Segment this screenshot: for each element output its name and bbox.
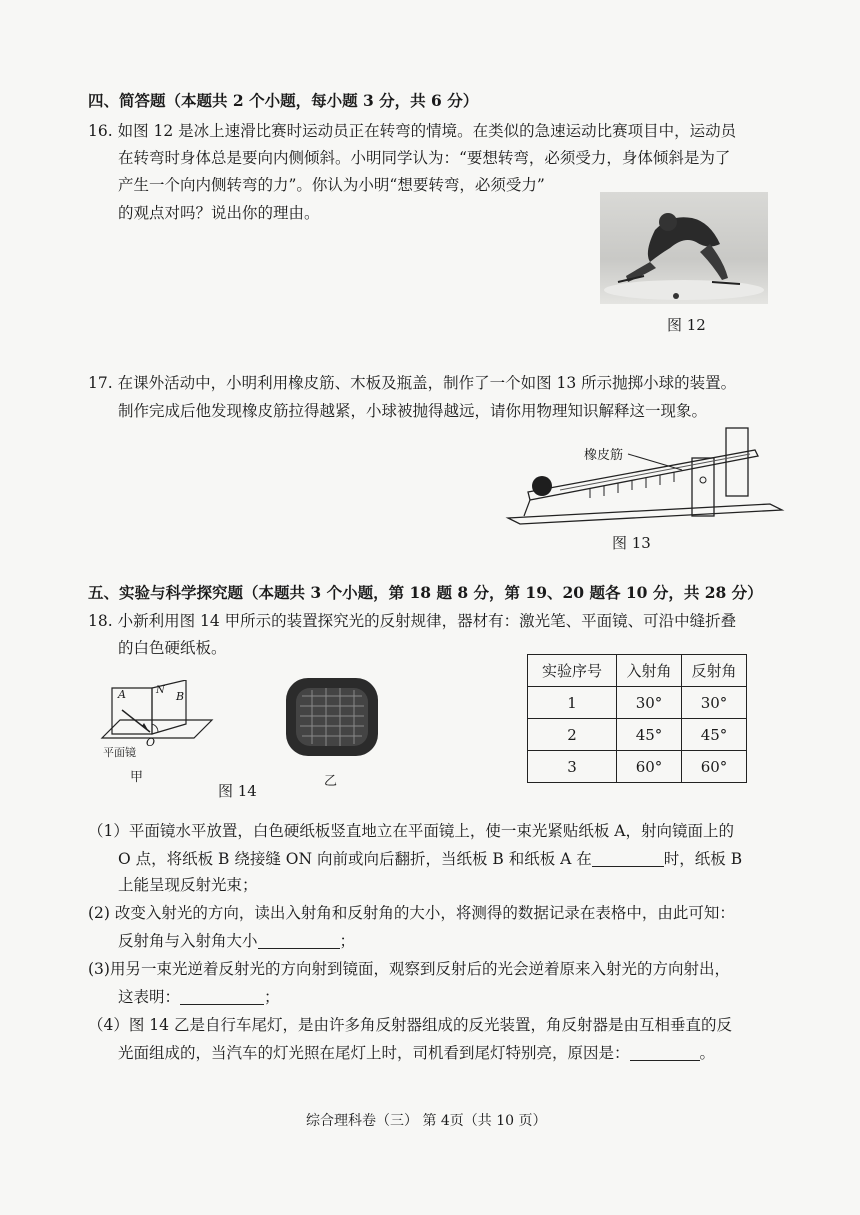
figure-13-rubber-band-label: 橡皮筋: [584, 448, 624, 463]
figure-14-caption: 图 14: [218, 782, 257, 800]
table-cell: 45°: [617, 719, 682, 751]
q18-line-1: 18. 小新利用图 14 甲所示的装置探究光的反射规律，器材有：激光笔、平面镜、可沿中缝折叠: [88, 612, 737, 630]
fig14-label-mirror: 平面镜: [103, 746, 136, 759]
table-cell: 1: [528, 687, 617, 719]
fig14-label-n: N: [156, 685, 165, 696]
q18-part3-line2: [118, 986, 280, 1008]
q18-part2-text-before: 反射角与入射角大小: [118, 932, 258, 950]
section5-heading: 五、实验与科学探究题（本题共 3 个小题，第 18 题 8 分，第 19、20 题各 10 分，共 28 分）: [88, 583, 763, 602]
table-cell: 2: [528, 719, 617, 751]
q18-part3-text-after: ；: [264, 988, 280, 1006]
table-header: 实验序号: [528, 655, 617, 687]
table-cell: 45°: [682, 719, 747, 751]
q18-part2-line1: (2) 改变入射光的方向，读出入射角和反射角的大小，将测得的数据记录在表格中，由此可知：: [88, 904, 735, 922]
section4-heading: 四、简答题（本题共 2 个小题，每小题 3 分，共 6 分）: [88, 91, 479, 110]
page-footer: 综合理科卷（三） 第 4页（共 10 页）: [306, 1113, 547, 1129]
table-row: [528, 751, 747, 783]
table-header: 反射角: [682, 655, 747, 687]
q18-part1-line2: [118, 848, 742, 870]
fig14-label-a: A: [118, 688, 126, 701]
figure-12-caption: 图 12: [667, 316, 706, 334]
figure-14-yi-taillight: [282, 672, 382, 762]
table-row: [528, 719, 747, 751]
q18-part1-answer-blank[interactable]: [592, 850, 664, 867]
figure-13-launcher-diagram: [500, 420, 785, 530]
q18-part4-answer-blank[interactable]: [630, 1044, 700, 1061]
q18-part4-text-after: 。: [699, 1044, 716, 1062]
table-cell: 30°: [682, 687, 747, 719]
table-cell: 60°: [682, 751, 747, 783]
q18-part1-text-before: O 点，将纸板 B 绕接缝 ON 向前或向后翻折，当纸板 B 和纸板 A 在: [118, 850, 592, 868]
fig14-label-o: O: [146, 736, 156, 749]
q16-line-2: 在转弯时身体总是要向内侧倾斜。小明同学认为：“要想转弯，必须受力，身体倾斜是为了: [118, 149, 731, 167]
q18-part4-line1: （4）图 14 乙是自行车尾灯，是由许多角反射器组成的反光装置，角反射器是由互相垂直的反: [88, 1016, 732, 1034]
figure-12-skater-photo: [600, 192, 768, 304]
table-header-row: [528, 655, 747, 687]
q18-part4-text-before: 光面组成的，当汽车的灯光照在尾灯上时，司机看到尾灯特别亮，原因是：: [118, 1044, 630, 1062]
q18-part2-line2: [118, 930, 355, 952]
table-header: 入射角: [617, 655, 682, 687]
q18-part3-answer-blank[interactable]: [180, 988, 264, 1005]
q18-part1-line3: 上能呈现反射光束；: [118, 876, 258, 894]
table-cell: 30°: [617, 687, 682, 719]
q18-part3-text-before: 这表明：: [118, 988, 181, 1006]
fig14-label-b: B: [176, 690, 185, 703]
q18-part1-text-after: 时，纸板 B: [663, 850, 743, 868]
table-row: [528, 687, 747, 719]
q18-part2-answer-blank[interactable]: [258, 932, 340, 949]
q18-part4-line2: [118, 1042, 715, 1064]
q18-part1-line1: （1）平面镜水平放置，白色硬纸板竖直地立在平面镜上，使一束光紧贴纸板 A，射向镜面上的: [88, 822, 734, 840]
fig14-label-jia: 甲: [130, 770, 144, 785]
q16-line-3: 产生一个向内侧转弯的力”。你认为小明“想要转弯，必须受力”: [118, 176, 545, 194]
reflection-data-table: [527, 654, 747, 783]
q17-line-2: 制作完成后他发现橡皮筋拉得越紧，小球被抛得越远，请你用物理知识解释这一现象。: [118, 402, 708, 420]
q16-line-4: 的观点对吗？说出你的理由。: [118, 204, 320, 222]
table-cell: 3: [528, 751, 617, 783]
q18-part3-line1: (3)用另一束光逆着反射光的方向射到镜面，观察到反射后的光会逆着原来入射光的方向射出，: [88, 960, 730, 978]
q16-line-1: 16. 如图 12 是冰上速滑比赛时运动员正在转弯的情境。在类似的急速运动比赛项目中，运动员: [88, 122, 737, 140]
table-cell: 60°: [617, 751, 682, 783]
fig14-label-yi: 乙: [324, 774, 338, 789]
q17-line-1: 17. 在课外活动中，小明利用橡皮筋、木板及瓶盖，制作了一个如图 13 所示抛掷小球的装置。: [88, 374, 737, 392]
q18-line-2: 的白色硬纸板。: [118, 639, 227, 657]
figure-13-caption: 图 13: [612, 534, 651, 552]
q18-part2-text-after: ；: [339, 932, 356, 950]
